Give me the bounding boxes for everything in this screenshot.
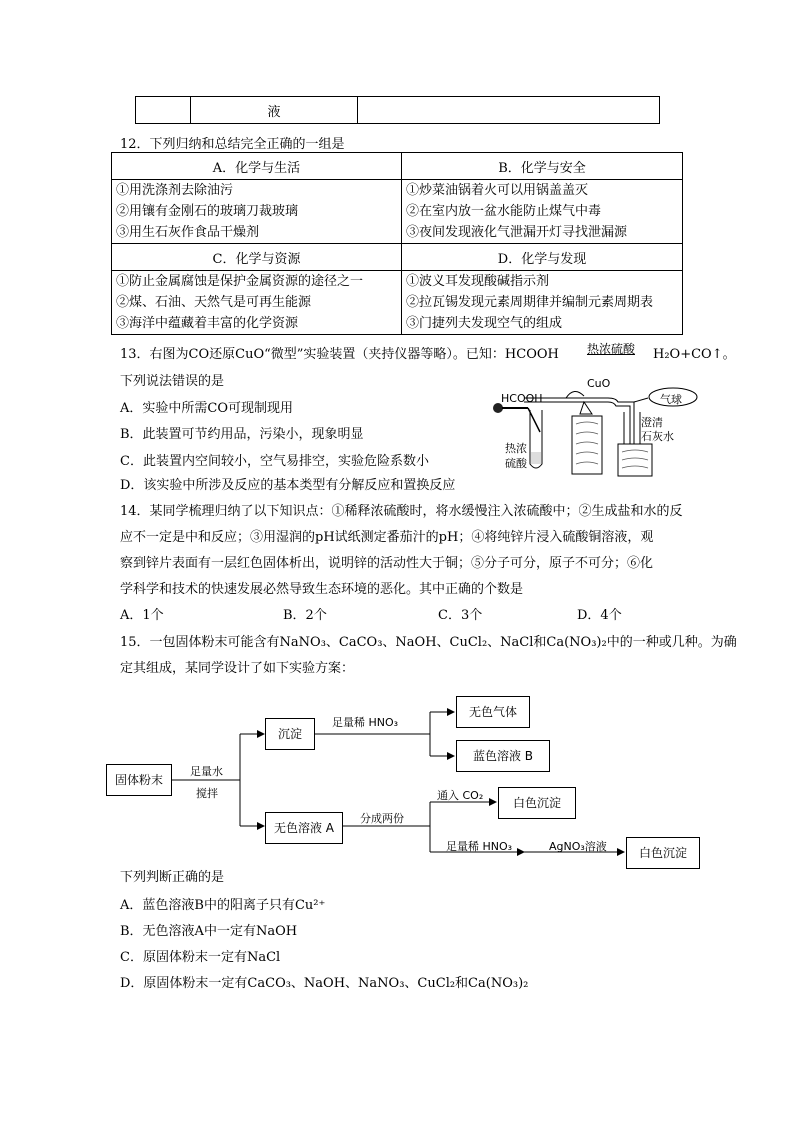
acid-liquid [531, 452, 541, 464]
flow-box-solution-a: 无色溶液 A [265, 812, 343, 844]
flow-box-precipitate: 沉淀 [265, 718, 315, 750]
q12-b-header: B．化学与安全 [402, 153, 683, 180]
q12-b-items [402, 180, 683, 244]
top-table-cell-liquid: 液 [191, 97, 358, 124]
fig-label-limewater-2: 石灰水 [641, 430, 674, 443]
fig-label-acid-2: 硫酸 [505, 457, 527, 470]
q12-a-items [112, 180, 402, 244]
flow-label-water: 足量水 [190, 765, 223, 778]
q12-d-header: D．化学与发现 [402, 244, 683, 271]
q13-option-b: B．此装置可节约用品，污染小，现象明显 [120, 427, 364, 442]
flow-label-stir: 搅拌 [196, 787, 218, 800]
flow-box-blue: 蓝色溶液 B [456, 740, 550, 772]
q14-option-d: D．4个 [577, 608, 622, 623]
q15-option-b: B．无色溶液A中一定有NaOH [120, 924, 298, 939]
q14-option-a: A．1个 [120, 608, 164, 623]
q12-a-item: ②用镶有金刚石的玻璃刀裁玻璃 [116, 204, 299, 219]
q14-line: 学科学和技术的快速发展必然导致生态环境的恶化。其中正确的个数是 [120, 582, 524, 597]
burner [580, 402, 592, 414]
q15-flowchart-lines [100, 690, 710, 880]
flow-label-split: 分成两份 [360, 812, 404, 825]
q12-c-item: ①防止金属腐蚀是保护金属资源的途径之一 [116, 274, 364, 289]
q13-stem [120, 343, 736, 362]
q13-reaction-condition: 热浓硫酸 [586, 342, 635, 356]
q14-line: 察到锌片表面有一层红色固体析出，说明锌的活动性大于铜；⑤分子可分，原子不可分；⑥化 [120, 556, 654, 571]
fig-label-limewater-1: 澄清 [641, 416, 663, 429]
q12-d-items [402, 271, 683, 335]
flow-box-white-1: 白色沉淀 [498, 787, 576, 819]
q12-b-item: ②在室内放一盆水能防止煤气中毒 [406, 204, 602, 219]
flow-box-gas: 无色气体 [456, 696, 530, 728]
q12-a-item: ③用生石灰作食品干燥剂 [116, 225, 260, 240]
q12-table [111, 152, 683, 335]
q12-d-item: ②拉瓦锡发现元素周期律并编制元素周期表 [406, 295, 654, 310]
q13-option-a: A．实验中所需CO可现制现用 [120, 401, 293, 416]
flow-box-white-2: 白色沉淀 [626, 837, 700, 869]
q12-c-item: ②煤、石油、天然气是可再生能源 [116, 295, 312, 310]
q12-a-item: ①用洗涤剂去除油污 [116, 183, 234, 198]
q13-stem-text: 13．右图为CO还原CuO“微型”实验装置（夹持仪器等略）。已知：HCOOH [120, 347, 559, 362]
top-table-cell-empty-right [358, 97, 660, 124]
q12-c-items [112, 271, 402, 335]
fig-label-hcooh: HCOOH [501, 392, 543, 405]
q14-line: 14．某同学梳理归纳了以下知识点：①稀释浓硫酸时，将水缓慢注入浓硫酸中；②生成盐和水的反 [120, 504, 683, 519]
cuo-bulge [566, 391, 584, 398]
q13-sub: 下列说法错误的是 [120, 374, 225, 389]
q14-option-c: C．3个 [438, 608, 483, 623]
flow-label-agno3: AgNO₃溶液 [549, 840, 607, 853]
q14-line: 应不一定是中和反应；③用湿润的pH试纸测定番茄汁的pH；④将纯锌片浸入硫酸铜溶液，观 [120, 530, 654, 545]
q12-c-header: C．化学与资源 [112, 244, 402, 271]
flow-box-solid: 固体粉末 [106, 764, 172, 796]
top-table-fragment [135, 96, 660, 124]
flow-label-co2: 通入 CO₂ [437, 789, 484, 802]
q14-option-b: B．2个 [283, 608, 327, 623]
q13-option-d: D．该实验中所涉及反应的基本类型有分解反应和置换反应 [120, 478, 456, 493]
q12-stem: 12．下列归纳和总结完全正确的一组是 [120, 137, 345, 152]
q15-line-2: 定其组成，某同学设计了如下实验方案： [120, 661, 355, 676]
q15-line-1: 15．一包固体粉末可能含有NaNO₃、CaCO₃、NaOH、CuCl₂、NaCl和Ca(NO₃)₂中的一种或几种。为确 [120, 635, 737, 650]
q12-b-item: ①炒菜油锅着火可以用锅盖盖灭 [406, 183, 589, 198]
q12-a-header: A．化学与生活 [112, 153, 402, 180]
top-table-cell-empty [136, 97, 191, 124]
flow-label-hno3-top: 足量稀 HNO₃ [332, 716, 399, 729]
q12-b-item: ③夜间发现液化气泄漏开灯寻找泄漏源 [406, 225, 628, 240]
q13-reaction-products: H₂O+CO↑。 [653, 347, 736, 362]
q12-d-item: ③门捷列夫发现空气的组成 [406, 316, 563, 331]
q15-option-d: D．原固体粉末一定有CaCO₃、NaOH、NaNO₃、CuCl₂和Ca(NO₃)₂ [120, 976, 529, 991]
q15-sub: 下列判断正确的是 [120, 870, 225, 885]
fig-label-acid-1: 热浓 [505, 442, 527, 455]
wood-block-left [572, 416, 602, 474]
fig-label-cuo: CuO [587, 377, 611, 390]
q15-option-c: C．原固体粉末一定有NaCl [120, 950, 281, 965]
q15-option-a: A．蓝色溶液B中的阳离子只有Cu²⁺ [120, 898, 326, 913]
q13-reaction-arrow [569, 342, 653, 362]
balloon-neck [634, 398, 648, 402]
q12-c-item: ③海洋中蕴藏着丰富的化学资源 [116, 316, 299, 331]
flow-label-hno3-bottom: 足量稀 HNO₃ [446, 840, 513, 853]
fig-label-balloon: 气球 [660, 393, 682, 406]
q13-option-c: C．此装置内空间较小，空气易排空，实验危险系数小 [120, 454, 429, 469]
q12-d-item: ①波义耳发现酸碱指示剂 [406, 274, 550, 289]
